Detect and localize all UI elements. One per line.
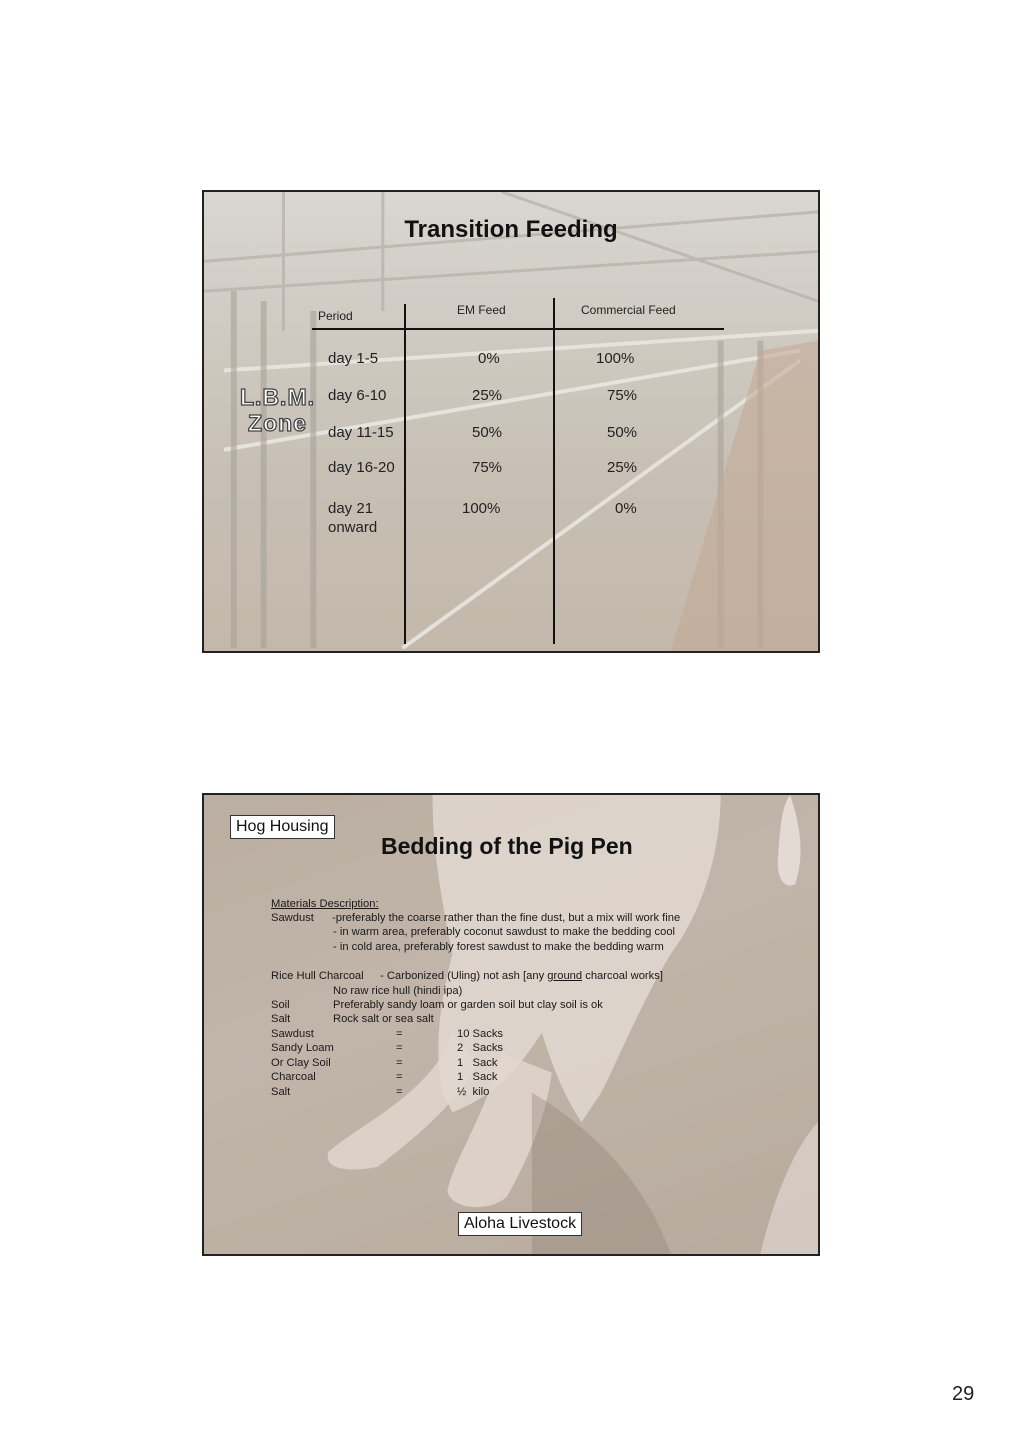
recipe-item: Salt [271,1086,291,1098]
page-number: 29 [952,1383,975,1405]
recipe-item: Sandy Loam [271,1042,334,1054]
commercial-cell: 25% [607,459,638,476]
em-cell: 25% [472,387,503,404]
charcoal-label: Rice Hull Charcoal [271,970,364,982]
watermark-line-2: Zone [248,410,307,436]
sawdust-line: -preferably the coarse rather than the fine dust, but a mix will work fine [332,912,681,924]
table-header-rule [312,328,724,330]
charcoal-line2: No raw rice hull (hindi ipa) [333,985,463,997]
slide-title: Transition Feeding [404,216,618,243]
recipe-qty: 1 Sack [457,1071,498,1083]
soil-text: Preferably sandy loam or garden soil but clay soil is ok [333,999,603,1011]
header-period: Period [318,309,353,323]
commercial-cell: 0% [615,500,637,517]
recipe-qty: 2 Sacks [457,1042,504,1054]
pig-background-image [204,795,818,1254]
watermark-line-1: L.B.M. [240,384,315,410]
header-em-feed: EM Feed [457,303,506,317]
recipe-qty: 1 Sack [457,1057,498,1069]
recipe-item: Sawdust [271,1028,314,1040]
recipe-eq: = [396,1028,403,1040]
slide-bedding-pig-pen [202,793,820,1256]
period-cell: day 11-15 [328,424,394,441]
table-divider-1 [404,304,406,644]
em-cell: 50% [472,424,503,441]
period-cell-line2: onward [328,519,378,536]
commercial-cell: 75% [607,387,638,404]
em-cell: 0% [478,350,500,367]
charcoal-text-underlined: ground [547,970,583,982]
sawdust-line: - in warm area, preferably coconut sawdust to make the bedding cool [333,926,676,938]
materials-heading: Materials Description: [271,898,379,910]
salt-label: Salt [271,1013,291,1025]
table-divider-2 [553,298,555,644]
soil-label: Soil [271,999,290,1011]
salt-text: Rock salt or sea salt [333,1013,434,1025]
recipe-eq: = [396,1057,403,1069]
aloha-livestock-label: Aloha Livestock [458,1212,582,1236]
recipe-item: Or Clay Soil [271,1057,331,1069]
recipe-qty: ½ kilo [457,1086,490,1098]
sawdust-label: Sawdust [271,912,314,924]
recipe-item: Charcoal [271,1071,316,1083]
recipe-qty: 10 Sacks [457,1028,504,1040]
commercial-cell: 100% [596,350,635,367]
period-cell: day 21 [328,500,374,517]
period-cell: day 6-10 [328,387,387,404]
charcoal-text [380,969,663,984]
charcoal-text-a: - Carbonized (Uling) not ash [any [380,970,548,982]
slide-title: Bedding of the Pig Pen [381,833,633,859]
recipe-eq: = [396,1086,403,1098]
lbm-zone-watermark [230,384,325,436]
sawdust-line: - in cold area, preferably forest sawdust to make the bedding warm [333,941,664,953]
charcoal-text-b: charcoal works] [582,970,663,982]
hog-housing-label: Hog Housing [230,815,335,839]
em-cell: 100% [462,500,501,517]
period-cell: day 1-5 [328,350,379,367]
header-commercial-feed: Commercial Feed [581,303,676,317]
period-cell: day 16-20 [328,459,395,476]
recipe-eq: = [396,1071,403,1083]
slide-transition-feeding [202,190,820,653]
recipe-eq: = [396,1042,403,1054]
commercial-cell: 50% [607,424,638,441]
em-cell: 75% [472,459,503,476]
